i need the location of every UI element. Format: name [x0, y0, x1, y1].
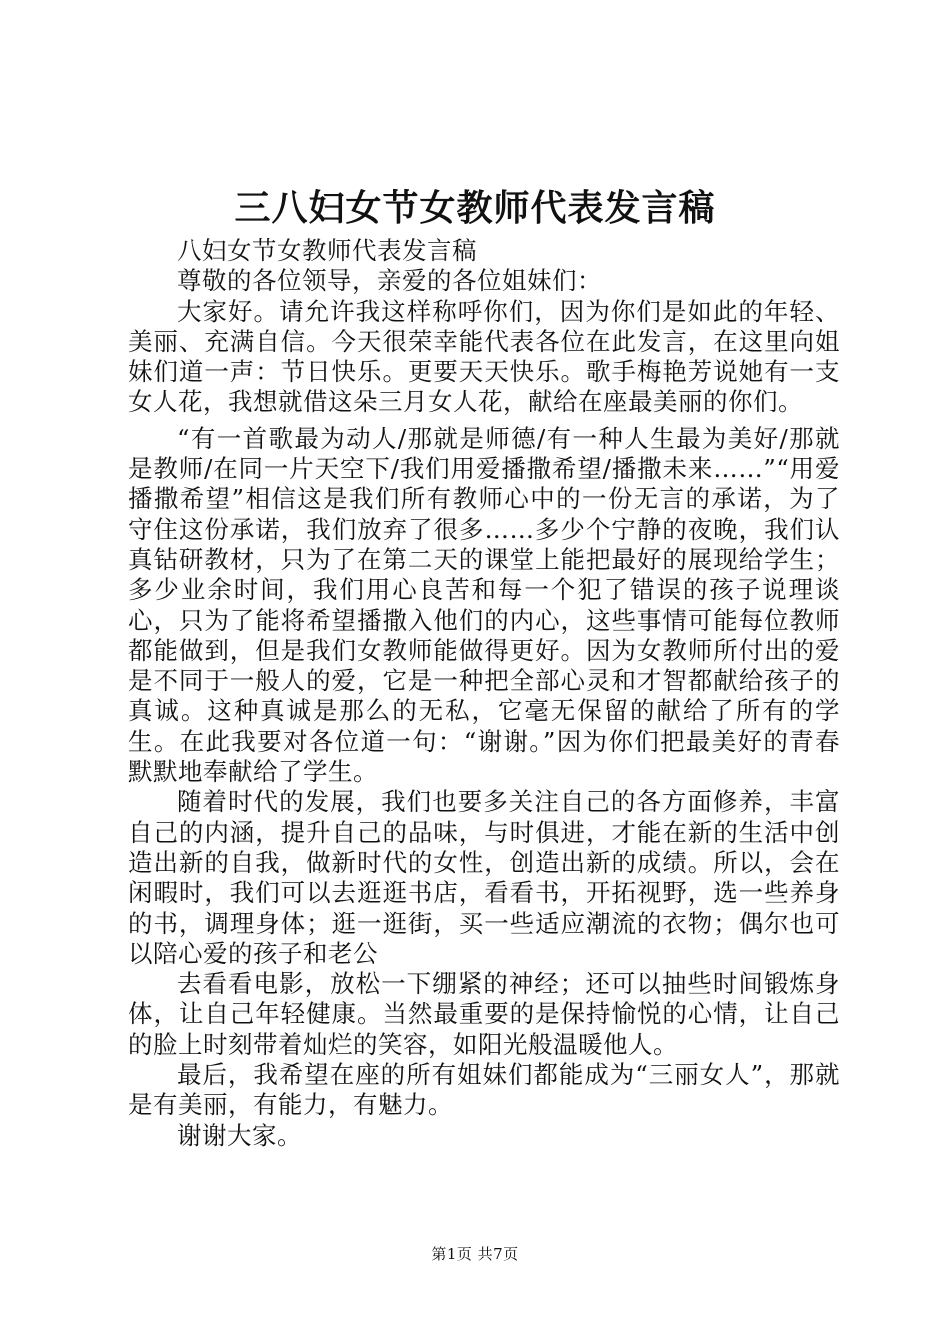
paragraph-greeting: 大家好。请允许我这样称呼你们，因为你们是如此的年轻、美丽、充满自信。今天很荣幸能代表各位在此发言，在这里向姐妹们道一声：节日快乐。更要天天快乐。歌手梅艳芳说她有一支女人花，我想就借这朵三月女人花，献给在座最美丽的你们。 [128, 296, 840, 417]
paragraph-leisure: 去看看电影，放松一下绷紧的神经；还可以抽些时间锻炼身体，让自己年轻健康。当然最重要的是保持愉悦的心情，让自己的脸上时刻带着灿烂的笑容，如阳光般温暖他人。 [128, 969, 840, 1059]
paragraph-wishes: 最后，我希望在座的所有姐妹们都能成为“三丽女人”，那就是有美丽，有能力，有魅力。 [128, 1060, 840, 1120]
paragraph-salutation: 尊敬的各位领导，亲爱的各位姐妹们： [177, 266, 602, 296]
paragraph-thanks: 谢谢大家。 [177, 1120, 302, 1150]
paragraph-self-improvement: 随着时代的发展，我们也要多关注自己的各方面修养，丰富自己的内涵，提升自己的品味，与时俱进，才能在新的生活中创造出新的自我，做新时代的女性，创造出新的成绩。所以，会在闲暇时，我们可以去逛逛书店，看看书，开拓视野，选一些养身的书，调理身体；逛一逛街，买一些适应潮流的衣物；偶尔也可以陪心爱的孩子和老公 [128, 787, 840, 968]
paragraph-teacher-ethics: “有一首歌最为动人/那就是师德/有一种人生最为美好/那就是教师/在同一片天空下/我们用爱播撒希望/播撒未来……”“用爱播撒希望”相信这是我们所有教师心中的一份无言的承诺，为了守住这份承诺，我们放弃了很多……多少个宁静的夜晚，我们认真钻研教材，只为了在第二天的课堂上能把最好的展现给学生；多少业余时间，我们用心良苦和每一个犯了错误的孩子说理谈心，只为了能将希望播撒入他们的内心，这些事情可能每位教师都能做到，但是我们女教师能做得更好。因为女教师所付出的爱是不同于一般人的爱，它是一种把全部心灵和才智都献给孩子的真诚。这种真诚是那么的无私，它毫无保留的献给了所有的学生。在此我要对各位道一句：“谢谢。”因为你们把最美好的青春默默地奉献给了学生。 [128, 423, 840, 787]
document-title: 三八妇女节女教师代表发言稿 [234, 187, 716, 229]
page-number: 第1页 共7页 [431, 1245, 519, 1263]
document-body [128, 236, 840, 1151]
paragraph-subtitle: 八妇女节女教师代表发言稿 [177, 236, 477, 265]
